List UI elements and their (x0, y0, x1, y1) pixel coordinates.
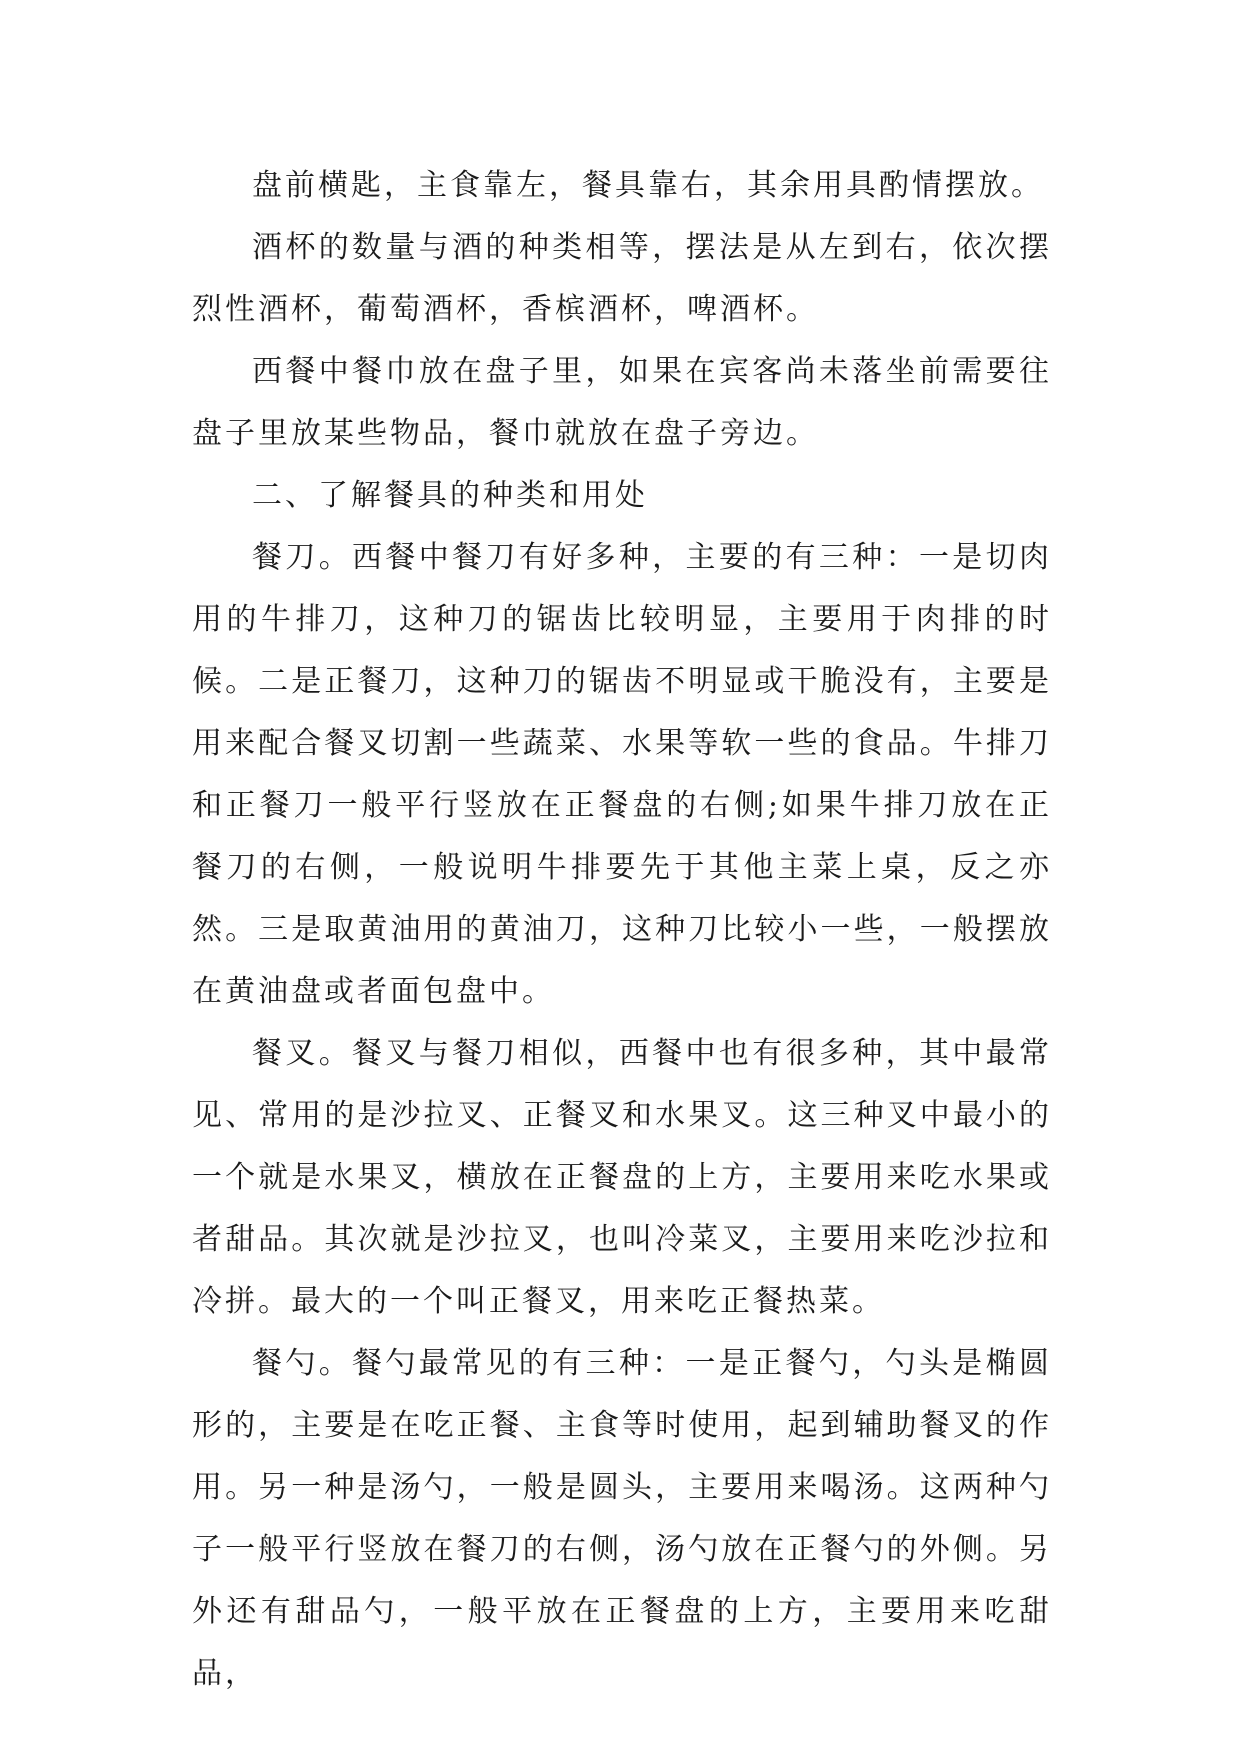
paragraph-tableware-placement: 盘前横匙，主食靠左，餐具靠右，其余用具酌情摆放。 (252, 168, 1044, 203)
paragraph-forks: 餐叉。餐叉与餐刀相似，西餐中也有很多种，其中最常见、常用的是沙拉叉、正餐叉和水果叉。这三种叉中最小的一个就是水果叉，横放在正餐盘的上方，主要用来吃水果或者甜品。其次就是沙拉叉，也叫冷菜叉，主要用来吃沙拉和冷拼。最大的一个叫正餐叉，用来吃正餐热菜。 (192, 1036, 1052, 1319)
paragraph-spoons: 餐勺。餐勺最常见的有三种：一是正餐勺，勺头是椭圆形的，主要是在吃正餐、主食等时使用，起到辅助餐叉的作用。另一种是汤勺，一般是圆头，主要用来喝汤。这两种勺子一般平行竖放在餐刀的右侧，汤勺放在正餐勺的外侧。另外还有甜品勺，一般平放在正餐盘的上方，主要用来吃甜品， (192, 1346, 1052, 1691)
document-body (192, 155, 1052, 1705)
paragraph-wine-glasses: 酒杯的数量与酒的种类相等，摆法是从左到右，依次摆烈性酒杯，葡萄酒杯，香槟酒杯，啤酒杯。 (192, 230, 1052, 327)
paragraph-napkin: 西餐中餐巾放在盘子里，如果在宾客尚未落坐前需要往盘子里放某些物品，餐巾就放在盘子旁边。 (192, 354, 1052, 451)
section-heading-tableware-types: 二、了解餐具的种类和用处 (252, 478, 648, 513)
paragraph-knives: 餐刀。西餐中餐刀有好多种，主要的有三种：一是切肉用的牛排刀，这种刀的锯齿比较明显，主要用于肉排的时候。二是正餐刀，这种刀的锯齿不明显或干脆没有，主要是用来配合餐叉切割一些蔬菜、水果等软一些的食品。牛排刀和正餐刀一般平行竖放在正餐盘的右侧;如果牛排刀放在正餐刀的右侧，一般说明牛排要先于其他主菜上桌，反之亦然。三是取黄油用的黄油刀，这种刀比较小一些，一般摆放在黄油盘或者面包盘中。 (192, 540, 1052, 1009)
